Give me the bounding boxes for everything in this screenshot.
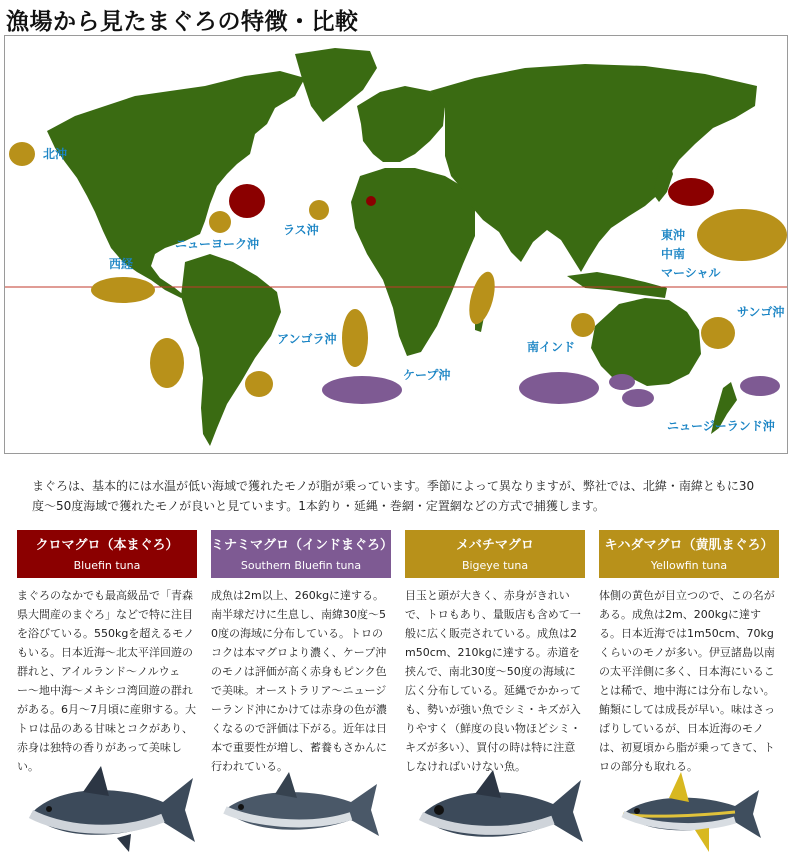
page-title: 漁場から見たまぐろの特徴・比較 bbox=[6, 9, 359, 35]
species-english-name: Bluefin tuna bbox=[73, 559, 141, 572]
ground-coral bbox=[701, 317, 735, 349]
species-comparison bbox=[0, 530, 794, 858]
land-masses bbox=[47, 48, 757, 446]
ground-south-aus-1 bbox=[609, 374, 635, 390]
ground-central-pacific bbox=[697, 209, 787, 261]
label-seikei: 西経 bbox=[109, 257, 134, 271]
species-card-bluefin bbox=[17, 530, 197, 858]
ground-nz bbox=[740, 376, 780, 396]
species-name: クロマグロ（本まぐろ） bbox=[35, 538, 179, 553]
ground-west bbox=[91, 277, 155, 303]
ground-angola bbox=[342, 309, 368, 367]
label-kita-oki: 北沖 bbox=[43, 147, 68, 161]
ground-sa-south bbox=[245, 371, 273, 397]
ground-south-aus-2 bbox=[622, 389, 654, 407]
intro-text: まぐろは、基本的には水温が低い海域で獲れたモノが脂が乗っています。季節によって異なりますが、弊社では、北緯・南緯ともに30度〜50度海域で獲れたモノが良いと見ています。1本釣り・延縄・巻網・定置網などの方式で捕獲します。 bbox=[32, 479, 755, 513]
ground-cape bbox=[322, 376, 402, 404]
species-name: ミナミマグロ（インドまぐろ） bbox=[211, 538, 394, 553]
ground-north bbox=[9, 142, 35, 166]
species-description: 成魚は2m以上、260kgに達する。南半球だけに生息し、南緯30度〜50度の海域に分布している。トロのコクは本マグロより濃く、ケープ沖のモノは評価が高く赤身もピンク色で美味。オーストラリア〜ニュージーランド沖にかけては赤身の色が濃くなるので評価は下がる。近年は日本で重要性が増し、蓄養もさかんに行われている。 bbox=[211, 589, 387, 773]
ground-bluefin-pacific bbox=[668, 178, 714, 206]
indonesia bbox=[567, 272, 667, 298]
species-card-bigeye bbox=[405, 530, 585, 858]
ground-sa-east bbox=[150, 338, 184, 388]
species-card-southern-bluefin bbox=[211, 530, 394, 858]
species-name: メバチマグロ bbox=[456, 538, 534, 553]
species-header bbox=[17, 530, 197, 578]
label-cape-oki: ケープ沖 bbox=[403, 368, 451, 382]
ground-south-india bbox=[571, 313, 595, 337]
label-angola-oki: アンゴラ沖 bbox=[277, 332, 337, 346]
ground-bluefin-north-atlantic bbox=[229, 184, 265, 218]
species-english-name: Southern Bluefin tuna bbox=[240, 559, 362, 572]
north-america bbox=[47, 71, 305, 298]
europe bbox=[357, 86, 445, 162]
ground-south-indian bbox=[519, 372, 599, 404]
label-higashi-oki: 東沖 bbox=[661, 228, 686, 242]
species-name: キハダマグロ（黄肌まぐろ） bbox=[604, 538, 774, 553]
bluefin-tuna-illustration bbox=[17, 758, 197, 858]
ground-ras bbox=[309, 200, 329, 220]
species-english-name: Bigeye tuna bbox=[461, 559, 529, 572]
ground-newyork bbox=[209, 211, 231, 233]
world-map-graphic bbox=[5, 36, 787, 453]
africa bbox=[351, 168, 475, 356]
label-chunan: 中南 bbox=[661, 247, 686, 261]
ground-africa-east bbox=[464, 269, 499, 327]
world-map bbox=[4, 35, 788, 454]
australia bbox=[591, 298, 701, 386]
species-description: 目玉と頭が大きく、赤身がきれいで、トロもあり、量販店も含めて一般に広く販売されている。成魚は2m50cm、210kgに達する。赤道を挟んで、南北30度〜50度の海域に広く分布している。延縄でかかっても、勢いが強い魚でシミ・キズが入りやすく（鮮度の良い物ほどシミ・キズが多い）、買付の時は特に注意しなければいけない魚。 bbox=[405, 589, 581, 773]
label-minami-india: 南インド bbox=[527, 340, 576, 354]
label-las-oki: ラス沖 bbox=[283, 223, 319, 237]
species-header bbox=[211, 530, 394, 578]
label-newyork-oki: ニューヨーク沖 bbox=[175, 237, 260, 251]
species-english-name: Yellowfin tuna bbox=[650, 559, 728, 572]
species-card-yellowfin bbox=[599, 530, 779, 858]
south-america bbox=[181, 254, 281, 446]
species-header bbox=[405, 530, 585, 578]
ground-bluefin-mediterranean bbox=[366, 196, 376, 206]
southern-bluefin-tuna-illustration bbox=[211, 758, 391, 858]
label-sango-oki: サンゴ沖 bbox=[737, 305, 785, 319]
species-description: まぐろのなかでも最高級品で「青森県大間産のまぐろ」などで特に注目を浴びている。550kgを超えるモノもいる。日本近海〜北太平洋回遊の群れと、アイルランド〜ノルウェー〜地中海〜メキシコ湾回遊の群れがある。6月〜7月頃に産卵する。大トロは品のある甘味とコクがあり、赤身は独特の香りがあって美味しい。 bbox=[17, 589, 196, 773]
species-description: 体側の黄色が目立つので、この名がある。成魚は2m、200kgに達する。日本近海では1m50cm、70kgくらいのモノが多い。伊豆諸島以南の太平洋側に多く、日本海にいることは稀で、地中海には分布しない。鮪類にしては成長が早い。味はさっぱりしているが、日本近海のモノは、初夏頃から脂が乗ってきて、トロの部分も取れる。 bbox=[599, 589, 775, 773]
species-header bbox=[599, 530, 779, 578]
label-nz-oki: ニュージーランド沖 bbox=[667, 419, 775, 433]
label-marshall: マーシャル bbox=[661, 266, 721, 280]
yellowfin-tuna-illustration bbox=[599, 758, 779, 858]
bigeye-tuna-illustration bbox=[405, 758, 585, 858]
